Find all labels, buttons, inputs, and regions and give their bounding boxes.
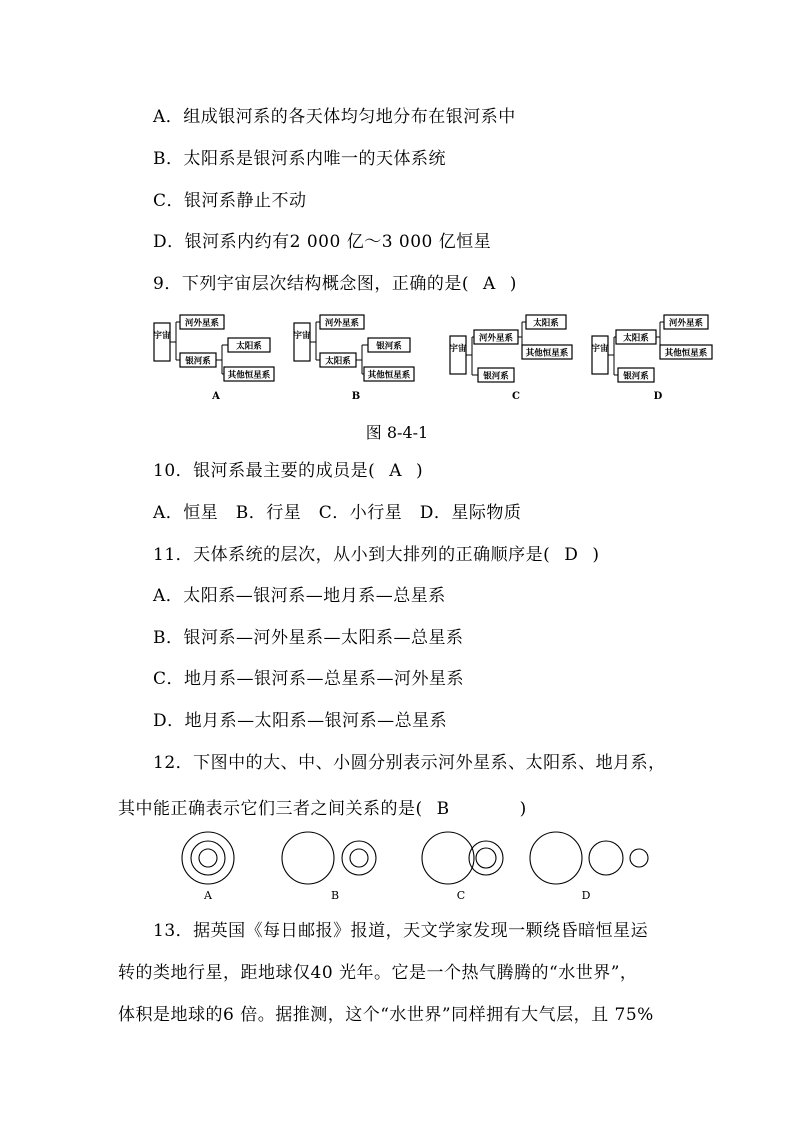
diagram-a [153,315,274,402]
diagram-a-b1: 河外星系 [184,318,220,329]
q8-option-a: A．组成银河系的各天体均匀地分布在银河系中 [153,107,516,127]
diagram-c-b1: 河外星系 [478,333,514,344]
q9-close: ) [509,274,517,294]
diagram-d-b1: 太阳系 [623,333,649,344]
q11-close: ) [592,545,600,565]
figure-caption: 图 8-4-1 [365,423,429,442]
q13-line2: 转的类地行星，距地球仅40 光年。它是一个热气腾腾的“水世界”， [118,963,638,983]
diagram-b-b1: 河外星系 [324,318,360,329]
diagram-d-root-box [592,336,608,374]
circles-b-label: B [330,889,340,902]
diagram-d [591,315,712,402]
diagram-a-root-box [154,323,170,361]
q11-stem: 11．天体系统的层次，从小到大排列的正确顺序是( [153,545,551,565]
diagram-b-root: 宇宙 [293,331,311,341]
diagram-c-root-box [450,336,466,374]
q12-answer: B [436,799,450,819]
circles-c [422,832,503,902]
q13-line1: 13．据英国《每日邮报》报道，天文学家发现一颗绕昏暗恒星运 [153,921,649,941]
q8-option-c: C．银河系静止不动 [153,191,307,211]
q11-question [153,544,600,566]
q11-option-a: A．太阳系—银河系—地月系—总星系 [153,586,446,606]
diagram-c-b3: 太阳系 [533,318,559,329]
q11-option-d: D．地月系—太阳系—银河系—总星系 [153,711,448,731]
diagram-c [449,315,572,402]
diagram-b [293,315,414,402]
q10-stem: 10．银河系最主要的成员是( [153,461,376,481]
q12-close: ) [519,799,527,819]
q9-stem: 9．下列宇宙层次结构概念图，正确的是( [153,274,469,294]
q9-concept-diagrams [150,308,720,403]
diagram-d-b2: 银河系 [623,371,649,382]
diagram-a-b3: 太阳系 [236,341,262,352]
circles-c-label: C [456,889,466,902]
diagram-b-root-box [294,323,310,361]
diagram-a-root: 宇宙 [153,331,171,341]
q12-stem-line1: 12．下图中的大、中、小圆分别表示河外星系、太阳系、地月系， [153,753,666,773]
q13-line3: 体积是地球的6 倍。据推测，这个“水世界”同样拥有大气层，且 75% [118,1005,654,1025]
q9-question [153,273,517,295]
diagram-d-b4: 其他恒星系 [664,348,708,359]
q10-options: A．恒星 B．行星 C．小行星 D．星际物质 [153,503,522,523]
diagram-d-root: 宇宙 [591,344,609,354]
diagram-b-label: B [351,391,361,402]
q12-stem: 其中能正确表示它们三者之间关系的是( [118,799,423,819]
diagram-c-root: 宇宙 [449,344,467,354]
diagram-b-b2: 太阳系 [325,356,351,367]
q11-answer: D [564,545,579,565]
diagram-a-label: A [212,391,220,402]
q8-option-b: B．太阳系是银河系内唯一的天体系统 [153,149,446,169]
circles-a [182,832,234,902]
q10-close: ) [416,461,424,481]
q8-option-d: D．银河系内约有2 000 亿～3 000 亿恒星 [153,232,492,252]
q12-circle-diagrams [170,828,660,904]
diagram-c-b4: 其他恒星系 [525,348,569,359]
diagram-d-b3: 河外星系 [668,318,704,329]
diagram-a-b4: 其他恒星系 [227,370,271,381]
circles-a-label: A [204,889,212,902]
q11-option-b: B．银河系—河外星系—太阳系—总星系 [153,628,464,648]
diagram-b-b4: 其他恒星系 [367,370,411,381]
diagram-c-label: C [512,391,520,402]
diagram-d-label: D [653,391,663,402]
q11-option-c: C．地月系—银河系—总星系—河外星系 [153,669,465,689]
circles-d-label: D [581,889,591,902]
diagram-a-b2: 银河系 [185,356,211,367]
diagram-b-b3: 银河系 [376,341,402,352]
circles-d [530,832,648,902]
q12-question [118,798,527,820]
q10-question [153,460,423,482]
q9-answer: A [482,274,496,294]
diagram-c-b2: 银河系 [483,371,509,382]
q10-answer: A [389,461,403,481]
circles-b [282,832,376,902]
